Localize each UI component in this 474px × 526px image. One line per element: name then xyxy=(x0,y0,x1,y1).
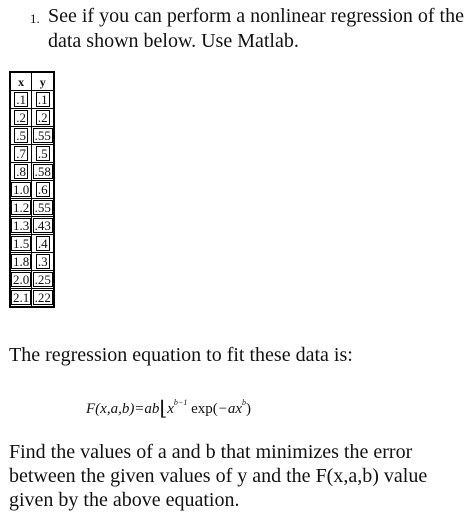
equation-right-paren: ) xyxy=(246,401,252,417)
cell-x xyxy=(10,145,32,163)
table-row xyxy=(10,109,54,127)
cell-x xyxy=(10,163,32,181)
equation-inner: −ax xyxy=(217,401,243,417)
equation-intro: The regression equation to fit these data is: xyxy=(9,344,353,366)
cell-value: .3 xyxy=(37,253,48,269)
equation-left-paren: ( xyxy=(212,401,218,417)
cell-x xyxy=(10,253,32,271)
table-row xyxy=(10,91,54,109)
table-body xyxy=(10,91,54,308)
cell-value: .8 xyxy=(16,163,26,179)
cell-y xyxy=(32,253,55,271)
table-row xyxy=(10,217,54,235)
cell-value: 1.3 xyxy=(13,217,30,233)
cell-x xyxy=(10,181,32,199)
cell-value: 1.2 xyxy=(13,199,30,215)
cell-y xyxy=(32,145,55,163)
cell-y xyxy=(32,109,55,127)
cell-value: .22 xyxy=(34,289,51,305)
table-row xyxy=(10,145,54,163)
table-row xyxy=(10,271,54,289)
cell-x xyxy=(10,217,32,235)
cell-x xyxy=(10,91,32,109)
cell-value: 1.8 xyxy=(13,253,30,269)
equation-exponent-1: b−1 xyxy=(173,398,188,407)
cell-value: 2.1 xyxy=(13,289,30,305)
regression-equation xyxy=(86,390,251,422)
cell-value: .55 xyxy=(34,199,51,215)
column-header-x: x xyxy=(10,72,32,91)
equation-base: x xyxy=(167,401,174,417)
cell-value: .25 xyxy=(34,271,51,287)
cell-value: .1 xyxy=(37,91,48,107)
equation-left-bracket: ⌊ xyxy=(159,398,168,420)
cell-x xyxy=(10,109,32,127)
problem-statement: See if you can perform a nonlinear regression of the data shown below. Use Matlab. xyxy=(48,5,464,52)
table-row xyxy=(10,127,54,145)
table-row xyxy=(10,199,54,217)
cell-value: .4 xyxy=(37,235,48,251)
cell-value: 1.5 xyxy=(13,235,30,251)
cell-x xyxy=(10,289,32,308)
cell-y xyxy=(32,181,55,199)
cell-value: .6 xyxy=(37,181,48,197)
equation-lhs: F(x,a,b)=ab xyxy=(86,401,160,417)
cell-value: 1.0 xyxy=(13,181,30,197)
equation-exponent-2: b xyxy=(242,398,247,407)
cell-y xyxy=(32,199,55,217)
cell-value: .2 xyxy=(16,109,26,125)
cell-value: .7 xyxy=(16,145,26,161)
cell-y xyxy=(32,127,55,145)
cell-value: .2 xyxy=(37,109,48,125)
table-row xyxy=(10,235,54,253)
question-text: Find the values of a and b that minimizes the error between the given values of y and the F(x,a,b) value given by the above equation. xyxy=(9,441,428,511)
problem-number: 1. xyxy=(30,11,40,26)
cell-y xyxy=(32,289,55,308)
data-table xyxy=(9,71,55,308)
cell-value: .58 xyxy=(34,163,51,179)
equation-func: exp xyxy=(187,401,213,417)
cell-y xyxy=(32,271,55,289)
cell-x xyxy=(10,127,32,145)
cell-value: .1 xyxy=(16,91,26,107)
cell-x xyxy=(10,235,32,253)
cell-value: .5 xyxy=(37,145,48,161)
cell-x xyxy=(10,271,32,289)
cell-value: .55 xyxy=(34,127,51,143)
cell-value: 2.0 xyxy=(13,271,30,287)
cell-value: .5 xyxy=(16,127,26,143)
table-row xyxy=(10,289,54,308)
column-header-y: y xyxy=(32,72,55,91)
cell-y xyxy=(32,235,55,253)
table-row xyxy=(10,253,54,271)
table-row xyxy=(10,163,54,181)
table-row xyxy=(10,181,54,199)
cell-y xyxy=(32,91,55,109)
cell-value: .43 xyxy=(34,217,51,233)
cell-y xyxy=(32,163,55,181)
cell-x xyxy=(10,199,32,217)
cell-y xyxy=(32,217,55,235)
table-header-row xyxy=(10,72,54,91)
